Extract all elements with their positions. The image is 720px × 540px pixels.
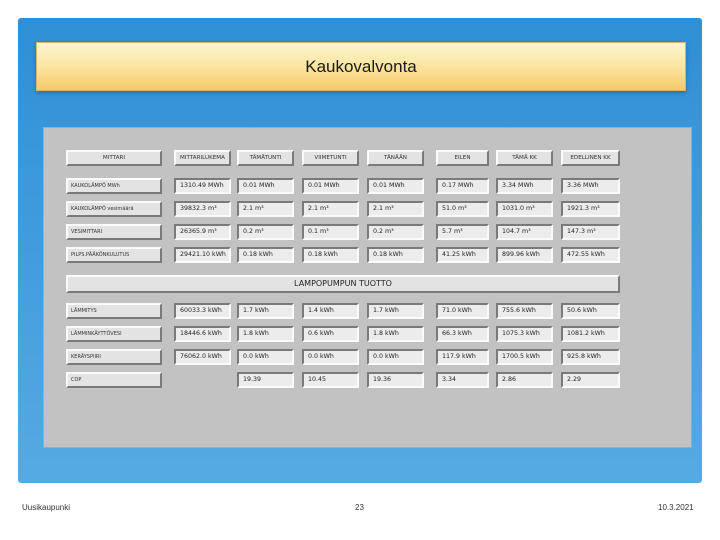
meter-value: 18446.6 kWh [174, 326, 231, 342]
meter-value: 76062.0 kWh [174, 349, 231, 365]
meter-value: 19.36 [367, 372, 424, 388]
meter-label: COP [66, 372, 162, 388]
meter-value: 5.7 m³ [436, 224, 489, 240]
meter-value: 3.34 [436, 372, 489, 388]
column-header: TÄMÄ KK [496, 150, 553, 166]
meter-value: 19.39 [237, 372, 294, 388]
meter-value: 39832.3 m³ [174, 201, 231, 217]
footer-date: 10.3.2021 [658, 503, 694, 512]
meter-value: 2.86 [496, 372, 553, 388]
meter-label: KERÄYSPIIRI [66, 349, 162, 365]
footer-left-text: Uusikaupunki [22, 503, 71, 512]
column-header: EILEN [436, 150, 489, 166]
meter-value: 51.0 m³ [436, 201, 489, 217]
meter-value: 1921.3 m³ [561, 201, 620, 217]
meter-value: 755.6 kWh [496, 303, 553, 319]
column-header: EDELLINEN KK [561, 150, 620, 166]
meter-value: 2.1 m³ [302, 201, 359, 217]
meter-value: 0.01 MWh [302, 178, 359, 194]
meter-value: 0.2 m³ [237, 224, 294, 240]
meter-value: 1310.49 MWh [174, 178, 231, 194]
meter-value: 2.1 m³ [367, 201, 424, 217]
meter-value: 1.7 kWh [237, 303, 294, 319]
meter-label: VESIMITTARI [66, 224, 162, 240]
meter-value: 41.25 kWh [436, 247, 489, 263]
meter-value: 1.8 kWh [367, 326, 424, 342]
meter-value: 1075.3 kWh [496, 326, 553, 342]
section-band-label: LAMPOPUMPUN TUOTTO [66, 275, 620, 293]
meter-value: 472.55 kWh [561, 247, 620, 263]
meter-value: 0.01 MWh [237, 178, 294, 194]
column-header: MITTARI [66, 150, 162, 166]
meter-value: 26365.9 m³ [174, 224, 231, 240]
meter-label: KAUKOLÄMPÖ MWh [66, 178, 162, 194]
meter-value: 1.4 kWh [302, 303, 359, 319]
meter-value: 0.1 m³ [302, 224, 359, 240]
meter-value: 3.34 MWh [496, 178, 553, 194]
meter-value: 1700.5 kWh [496, 349, 553, 365]
title-banner [36, 42, 686, 91]
meter-value: 2.1 m³ [237, 201, 294, 217]
page-number: 23 [355, 503, 364, 512]
meter-value: 0.18 kWh [367, 247, 424, 263]
column-header: TÄNÄÄN [367, 150, 424, 166]
remote-monitoring-panel [43, 127, 692, 448]
meter-value: 0.0 kWh [302, 349, 359, 365]
meter-value: 0.2 m³ [367, 224, 424, 240]
meter-value: 1.8 kWh [237, 326, 294, 342]
meter-value: 3.36 MWh [561, 178, 620, 194]
meter-value: 925.8 kWh [561, 349, 620, 365]
meter-value: 117.9 kWh [436, 349, 489, 365]
meter-value: 0.01 MWh [367, 178, 424, 194]
meter-value: 0.0 kWh [237, 349, 294, 365]
meter-label: LÄMMITYS [66, 303, 162, 319]
meter-value: 50.6 kWh [561, 303, 620, 319]
meter-value: 1031.0 m³ [496, 201, 553, 217]
meter-value: 0.17 MWh [436, 178, 489, 194]
meter-value: 104.7 m³ [496, 224, 553, 240]
meter-value: 0.0 kWh [367, 349, 424, 365]
meter-value: 66.3 kWh [436, 326, 489, 342]
meter-label: LÄMMINKÄYTTÖVESI [66, 326, 162, 342]
meter-value: 2.29 [561, 372, 620, 388]
meter-label: KAUKOLÄMPÖ vesimäärä [66, 201, 162, 217]
meter-value: 0.18 kWh [302, 247, 359, 263]
meter-value: 0.18 kWh [237, 247, 294, 263]
meter-value: 29421.10 kWh [174, 247, 231, 263]
meter-value: 71.0 kWh [436, 303, 489, 319]
slide-title: Kaukovalvonta [305, 56, 417, 76]
column-header: TÄMÄTUNTI [237, 150, 294, 166]
meter-value: 60033.3 kWh [174, 303, 231, 319]
meter-label: PILPS.PÄÄKÖNKULUTUS [66, 247, 162, 263]
meter-value: 1081.2 kWh [561, 326, 620, 342]
meter-value: 147.3 m³ [561, 224, 620, 240]
column-header: MITTARILUKEMA [174, 150, 231, 166]
meter-value: 1.7 kWh [367, 303, 424, 319]
meter-value: 899.96 kWh [496, 247, 553, 263]
meter-value: 0.6 kWh [302, 326, 359, 342]
column-header: VIIMETUNTI [302, 150, 359, 166]
meter-value: 10.45 [302, 372, 359, 388]
